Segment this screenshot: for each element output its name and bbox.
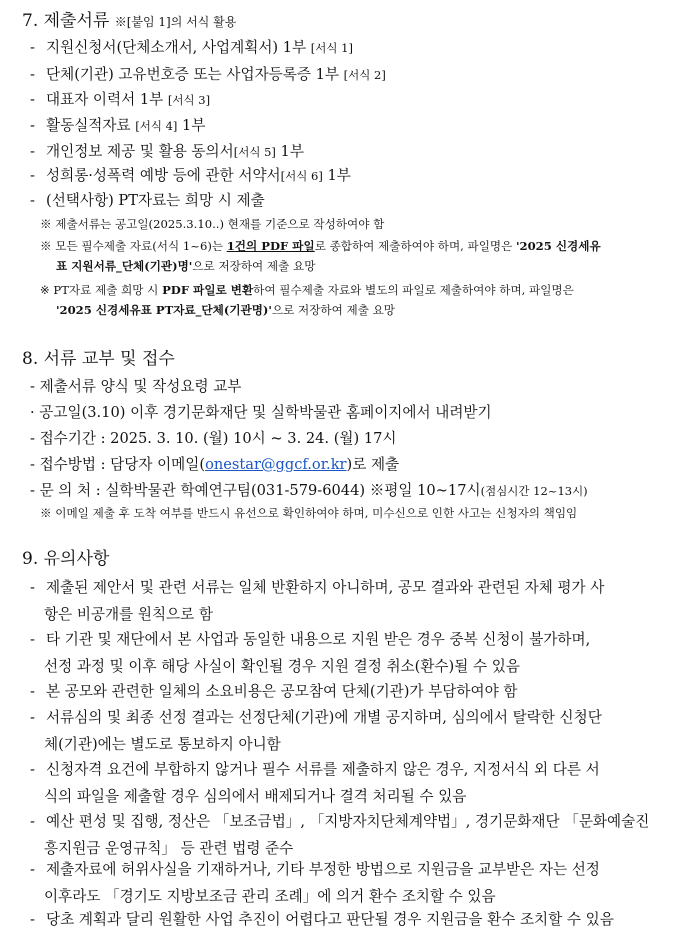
item-text: 당초 계획과 달리 원활한 사업 추진이 어렵다고 판단될 경우 지원금을 환수 조치할 수 있음 (46, 911, 614, 928)
item-text: 이후라도 「경기도 지방보조금 관리 조례」에 의거 환수 조치할 수 있음 (44, 888, 496, 905)
item-text: 타 기관 및 재단에서 본 사업과 동일한 내용으로 지원 받은 경우 중복 신청이 불가하며, (46, 631, 591, 648)
item-text: · 공고일(3.10) 이후 경기문화재단 및 실학박물관 홈페이지에서 내려받기 (30, 404, 492, 421)
note-text: 으로 저장하여 제출 요망 (192, 259, 316, 273)
item-text: 식의 파일을 제출할 경우 심의에서 배제되거나 결격 처리될 수 있음 (44, 788, 467, 805)
note-filename: '2025 신경세유 (516, 239, 601, 253)
note-text: 하여 필수제출 자료와 별도의 파일로 제출하여야 하며, 파일명은 (253, 283, 574, 297)
item-text: )로 제출 (346, 456, 400, 473)
item-text: 제출자료에 허위사실을 기재하거나, 기타 부정한 방법으로 지원금을 교부받은 자는 선정 (46, 861, 600, 878)
section-9-item-3: - 본 공모와 관련한 일체의 소요비용은 공모참여 단체(기관)가 부담하여야 함 (30, 683, 518, 700)
contact-hours: (점심시간 12~13시) (480, 484, 588, 498)
item-text: 제출된 제안서 및 관련 서류는 일체 반환하지 아니하며, 공모 결과와 관련된 자체 평가 사 (46, 579, 605, 596)
section-9-item-8: - 당초 계획과 달리 원활한 사업 추진이 어렵다고 판단될 경우 지원금을 환수 조치할 수 있음 (30, 911, 614, 928)
section-7-item-4: - 활동실적자료 [서식 4] 1부 (30, 117, 206, 134)
section-8-heading (22, 348, 175, 370)
section-7-note-2 (40, 236, 666, 276)
section-8-title: 8. 서류 교부 및 접수 (22, 349, 175, 369)
section-9-item-1: - 제출된 제안서 및 관련 서류는 일체 반환하지 아니하며, 공모 결과와 관련된 자체 평가 사 항은 비공개를 원칙으로 함 (30, 579, 605, 623)
section-8-download (30, 399, 662, 426)
item-text: 예산 편성 및 집행, 정산은 「보조금법」, 「지방자치단체계약법」, 경기문화재단 「문화예술진 (46, 813, 650, 830)
item-text: - 접수방법 : 담당자 이메일( (30, 456, 206, 473)
note-text: ※ 제출서류는 공고일(2025.3.10..) 현재를 기준으로 작성하여야 함 (40, 217, 385, 231)
item-text: 개인정보 제공 및 활용 동의서 (46, 143, 234, 160)
note-filename: 표 지원서류_단체(기관)명' (56, 259, 193, 273)
section-7-note-1 (40, 214, 666, 234)
section-9-item-7: - 제출자료에 허위사실을 기재하거나, 기타 부정한 방법으로 지원금을 교부받은 자는 선정 이후라도 「경기도 지방보조금 관리 조례」에 의거 환수 조치할 수 있음 (30, 861, 600, 905)
section-7-title-note: ※[붙임 1]의 서식 활용 (114, 15, 237, 29)
form-ref: [서식 4] (135, 119, 178, 133)
section-9-item-5: - 신청자격 요건에 부합하지 않거나 필수 서류를 제출하지 않은 경우, 지정서식 외 다른 서 식의 파일을 제출할 경우 심의에서 배제되거나 결격 처리될 수 있음 (30, 761, 600, 805)
section-8-method (30, 451, 662, 478)
form-ref: [서식 3] (167, 93, 211, 107)
item-text: 서류심의 및 최종 선정 결과는 선정단체(기관)에 개별 공지하며, 심의에서 탈락한 신청단 (46, 709, 602, 726)
section-8-forms (30, 373, 662, 400)
section-7-item-7: - (선택사항) PT자료는 희망 시 제출 (30, 192, 265, 209)
section-7-item-6: - 성희롱·성폭력 예방 등에 관한 서약서[서식 6] 1부 (30, 167, 351, 184)
note-emphasis: 1건의 PDF 파일 (226, 239, 315, 253)
section-8-contact (30, 477, 662, 505)
item-text: 신청자격 요건에 부합하지 않거나 필수 서류를 제출하지 않은 경우, 지정서식 외 다른 서 (46, 761, 600, 778)
section-7-title: 7. 제출서류 (22, 11, 110, 31)
note-emphasis: PDF 파일로 변환 (162, 283, 254, 297)
item-text: 지원신청서(단체소개서, 사업계획서) 1부 (46, 39, 307, 56)
item-text: - 접수기간 : 2025. 3. 10. (월) 10시 ~ 3. 24. (월) 17시 (30, 430, 397, 447)
item-text: 대표자 이력서 1부 (46, 91, 164, 108)
item-suffix: 1부 (327, 167, 351, 184)
item-text: 단체(기관) 고유번호증 또는 사업자등록증 1부 (46, 66, 339, 83)
note-filename: '2025 신경세유표 PT자료_단체(기관명)' (56, 303, 272, 317)
section-9-item-4: - 서류심의 및 최종 선정 결과는 선정단체(기관)에 개별 공지하며, 심의에서 탈락한 신청단 체(기관)에는 별도로 통보하지 아니함 (30, 709, 602, 753)
item-text: 활동실적자료 (46, 117, 131, 134)
item-text: - 문 의 처 : 실학박물관 학예연구팀(031-579-6044) ※평일 10~17시 (30, 482, 481, 499)
form-ref: [서식 6] (280, 169, 323, 183)
note-text: ※ 모든 필수제출 자료(서식 1~6)는 (40, 239, 227, 253)
item-text: - 제출서류 양식 및 작성요령 교부 (30, 378, 242, 395)
section-7-item-5: - 개인정보 제공 및 활용 동의서[서식 5] 1부 (30, 143, 304, 160)
item-text: 항은 비공개를 원칙으로 함 (44, 606, 213, 623)
note-text: 으로 저장하여 제출 요망 (271, 303, 396, 317)
section-7-item-1: - 지원신청서(단체소개서, 사업계획서) 1부 [서식 1] (30, 39, 353, 56)
item-text: 체(기관)에는 별도로 통보하지 아니함 (44, 736, 281, 753)
section-9-heading (22, 548, 109, 570)
item-text: 성희롱·성폭력 예방 등에 관한 서약서 (46, 167, 281, 184)
section-9-item-6: - 예산 편성 및 집행, 정산은 「보조금법」, 「지방자치단체계약법」, 경기문화재단 「문화예술진 흥지원금 운영규칙」 등 관련 법령 준수 (30, 813, 650, 857)
section-7-item-2: - 단체(기관) 고유번호증 또는 사업자등록증 1부 [서식 2] (30, 66, 386, 83)
email-link[interactable]: onestar@ggcf.or.kr (205, 456, 347, 473)
section-9-title: 9. 유의사항 (22, 549, 110, 569)
section-7-note-3 (40, 280, 666, 320)
item-suffix: 1부 (182, 117, 206, 134)
item-text: (선택사항) PT자료는 희망 시 제출 (46, 192, 265, 209)
section-9-item-2: - 타 기관 및 재단에서 본 사업과 동일한 내용으로 지원 받은 경우 중복 신청이 불가하며, 선정 과정 및 이후 해당 사실이 확인될 경우 지원 결정 취소(환수)될 수 있음 (30, 631, 591, 675)
form-ref: [서식 1] (310, 41, 353, 55)
section-8-period (30, 425, 662, 452)
section-7-item-3: - 대표자 이력서 1부 [서식 3] (30, 91, 211, 108)
note-text: ※ 이메일 제출 후 도착 여부를 반드시 유선으로 확인하여야 하며, 미수신으로 인한 사고는 신청자의 책임임 (40, 506, 578, 520)
form-ref: [서식 2] (343, 68, 386, 82)
note-text: ※ PT자료 제출 희망 시 (40, 283, 163, 297)
item-suffix: 1부 (280, 143, 304, 160)
section-7-heading (22, 10, 236, 33)
form-ref: [서식 5] (233, 145, 276, 159)
note-text: 로 종합하여 제출하여야 하며, 파일명은 (314, 239, 516, 253)
item-text: 흥지원금 운영규칙」 등 관련 법령 준수 (44, 840, 294, 857)
item-text: 본 공모와 관련한 일체의 소요비용은 공모참여 단체(기관)가 부담하여야 함 (46, 683, 518, 700)
section-8-note (40, 503, 666, 523)
item-text: 선정 과정 및 이후 해당 사실이 확인될 경우 지원 결정 취소(환수)될 수 있음 (44, 658, 520, 675)
